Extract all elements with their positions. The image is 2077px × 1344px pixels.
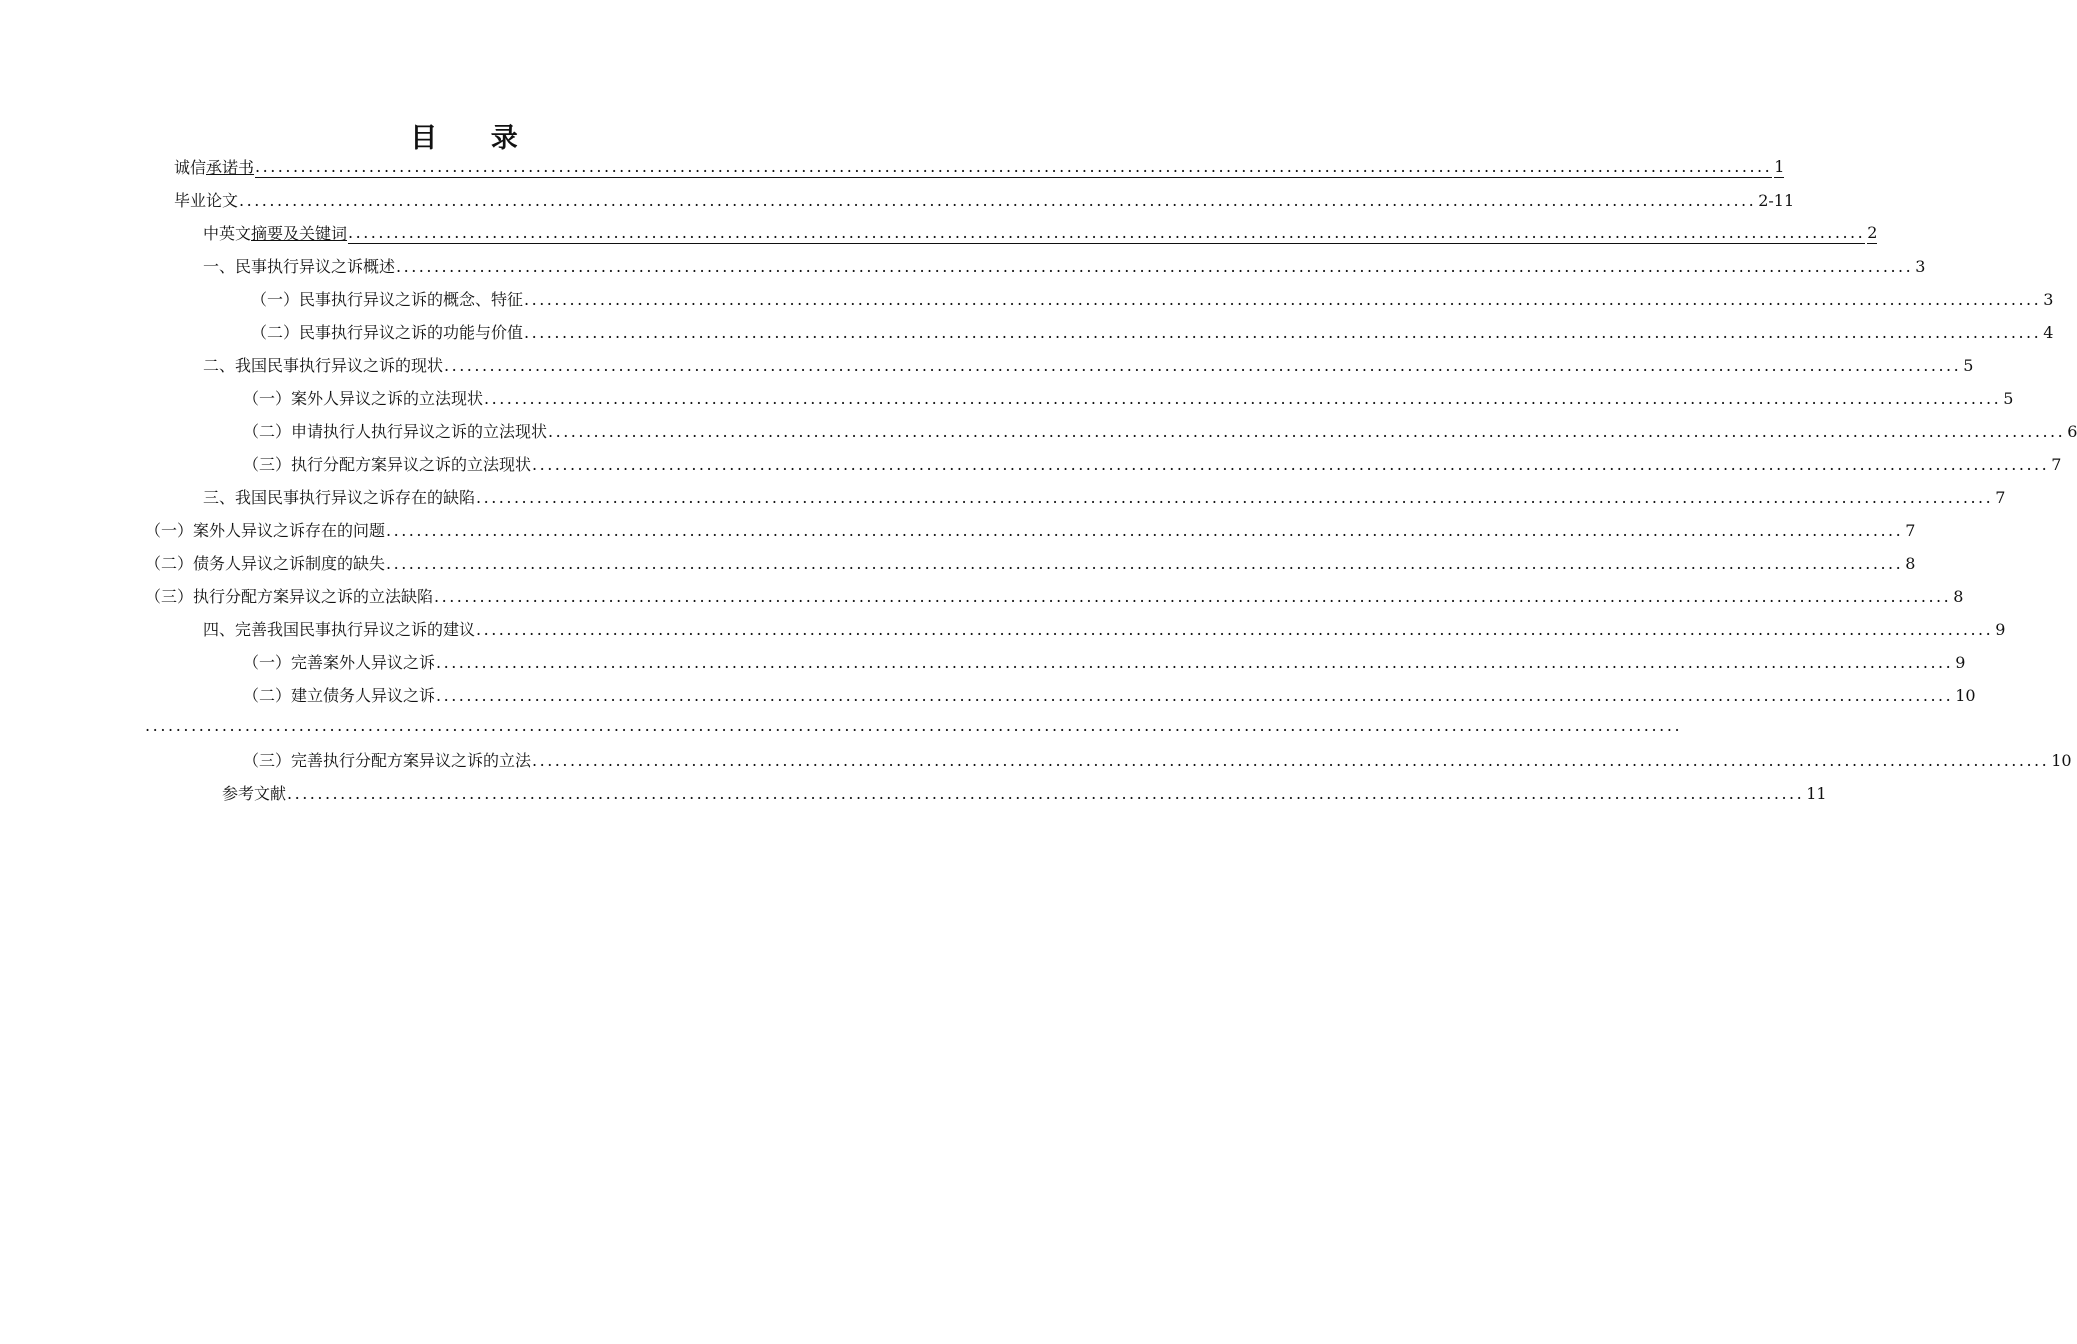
toc-entry[interactable] bbox=[243, 418, 2077, 442]
toc-entry[interactable] bbox=[243, 682, 1976, 706]
toc-entry-text: 二、我国民事执行异议之诉的现状 bbox=[203, 356, 444, 375]
toc-leader: ........................................................................................................................................................................................................ bbox=[476, 620, 1994, 639]
toc-page-number: 9 bbox=[1995, 620, 2006, 639]
toc-leader: ........................................................................................................................................................................................................ bbox=[532, 455, 2050, 474]
toc-leader: ........................................................................................................................................................................................................ bbox=[348, 223, 1866, 242]
toc-leader: ........................................................................................................................................................................................................ bbox=[444, 356, 1962, 375]
toc-leader: ........................................................................................................................................................................................................ bbox=[239, 191, 1757, 210]
toc-entry[interactable] bbox=[203, 616, 2006, 640]
toc-entry[interactable] bbox=[243, 649, 1966, 673]
toc-page-number: 7 bbox=[2051, 455, 2062, 474]
toc-entry[interactable] bbox=[203, 253, 1926, 277]
toc-entry[interactable] bbox=[243, 385, 2014, 409]
toc-page-number: 8 bbox=[1905, 554, 1916, 573]
toc-page-number: 7 bbox=[1905, 521, 1916, 540]
toc-leader-line: ........................................................................................................................................................................................................ bbox=[145, 716, 1683, 735]
toc-entry[interactable] bbox=[251, 286, 2054, 310]
toc-leader: ........................................................................................................................................................................................................ bbox=[524, 323, 2042, 342]
toc-entry-text: 摘要及关键词 bbox=[251, 224, 348, 243]
toc-leader: ........................................................................................................................................................................................................ bbox=[524, 290, 2042, 309]
toc-entry[interactable] bbox=[174, 154, 1785, 178]
toc-entry[interactable] bbox=[243, 451, 2062, 475]
toc-leader: ........................................................................................................................................................................................................ bbox=[476, 488, 1994, 507]
toc-leader: ........................................................................................................................................................................................................ bbox=[436, 686, 1954, 705]
toc-entry-text: 中英文 bbox=[203, 224, 252, 243]
toc-entry-text: 一、民事执行异议之诉概述 bbox=[203, 257, 396, 276]
toc-entry-text: （一）案外人异议之诉存在的问题 bbox=[145, 521, 386, 540]
toc-entry-text: （二）申请执行人执行异议之诉的立法现状 bbox=[243, 422, 548, 441]
toc-entry[interactable] bbox=[243, 747, 2072, 771]
toc-entry[interactable] bbox=[222, 780, 1827, 804]
toc-leader: ........................................................................................................................................................................................................ bbox=[287, 784, 1805, 803]
toc-entry-text: （一）案外人异议之诉的立法现状 bbox=[243, 389, 484, 408]
toc-page-number: 1 bbox=[1774, 157, 1785, 176]
toc-entry[interactable] bbox=[203, 484, 2006, 508]
toc-entry[interactable] bbox=[203, 352, 1974, 376]
toc-entry-text: （三）执行分配方案异议之诉的立法现状 bbox=[243, 455, 532, 474]
toc-entry-text: （一）完善案外人异议之诉 bbox=[243, 653, 436, 672]
toc-entry[interactable] bbox=[174, 187, 1795, 211]
toc-leader: ........................................................................................................................................................................................................ bbox=[532, 751, 2050, 770]
toc-entry-text: （一）民事执行异议之诉的概念、特征 bbox=[251, 290, 524, 309]
toc-leader: ........................................................................................................................................................................................................ bbox=[255, 157, 1773, 176]
toc-page-number: 2 bbox=[1867, 223, 1878, 242]
toc-entry-text: （三）完善执行分配方案异议之诉的立法 bbox=[243, 751, 532, 770]
toc-entry[interactable] bbox=[203, 220, 1878, 244]
toc-entry-text: （三）执行分配方案异议之诉的立法缺陷 bbox=[145, 587, 434, 606]
toc-entry-text: 毕业论文 bbox=[174, 191, 239, 210]
toc-page-number: 4 bbox=[2043, 323, 2054, 342]
toc-page-number: 3 bbox=[2043, 290, 2054, 309]
toc-leader: ........................................................................................................................................................................................................ bbox=[396, 257, 1914, 276]
toc-entry[interactable] bbox=[145, 583, 1964, 607]
toc-page-number: 5 bbox=[2003, 389, 2014, 408]
toc-entry[interactable] bbox=[145, 550, 1916, 574]
toc-page-number: 5 bbox=[1963, 356, 1974, 375]
toc-page-number: 3 bbox=[1915, 257, 1926, 276]
toc-page-number: 10 bbox=[2051, 751, 2072, 770]
toc-entry-text: （二）债务人异议之诉制度的缺失 bbox=[145, 554, 386, 573]
toc-entry-text: 三、我国民事执行异议之诉存在的缺陷 bbox=[203, 488, 476, 507]
toc-entry[interactable] bbox=[251, 319, 2054, 343]
toc-leader: ........................................................................................................................................................................................................ bbox=[386, 554, 1904, 573]
page-title: 目 录 bbox=[410, 123, 540, 154]
toc-leader: ........................................................................................................................................................................................................ bbox=[484, 389, 2002, 408]
toc-page-number: 9 bbox=[1955, 653, 1966, 672]
toc-page-number: 8 bbox=[1953, 587, 1964, 606]
toc-page-number: 7 bbox=[1995, 488, 2006, 507]
toc-entry[interactable] bbox=[145, 517, 1916, 541]
toc-page-number: 10 bbox=[1955, 686, 1976, 705]
toc-entry-text: （二）民事执行异议之诉的功能与价值 bbox=[251, 323, 524, 342]
toc-entry-text: （二）建立债务人异议之诉 bbox=[243, 686, 436, 705]
toc-leader: ........................................................................................................................................................................................................ bbox=[436, 653, 1954, 672]
toc-entry-text: 参考文献 bbox=[222, 784, 287, 803]
toc-leader: ........................................................................................................................................................................................................ bbox=[386, 521, 1904, 540]
toc-leader: ........................................................................................................................................................................................................ bbox=[548, 422, 2066, 441]
toc-page-number: 2-11 bbox=[1758, 191, 1795, 210]
toc-entry-text: 四、完善我国民事执行异议之诉的建议 bbox=[203, 620, 476, 639]
toc-page-number: 6 bbox=[2067, 422, 2077, 441]
toc-entry-text: 承诺书 bbox=[206, 158, 255, 177]
toc-leader: ........................................................................................................................................................................................................ bbox=[434, 587, 1952, 606]
toc-page-number: 11 bbox=[1806, 784, 1827, 803]
toc-entry-text: 诚信 bbox=[174, 158, 207, 177]
